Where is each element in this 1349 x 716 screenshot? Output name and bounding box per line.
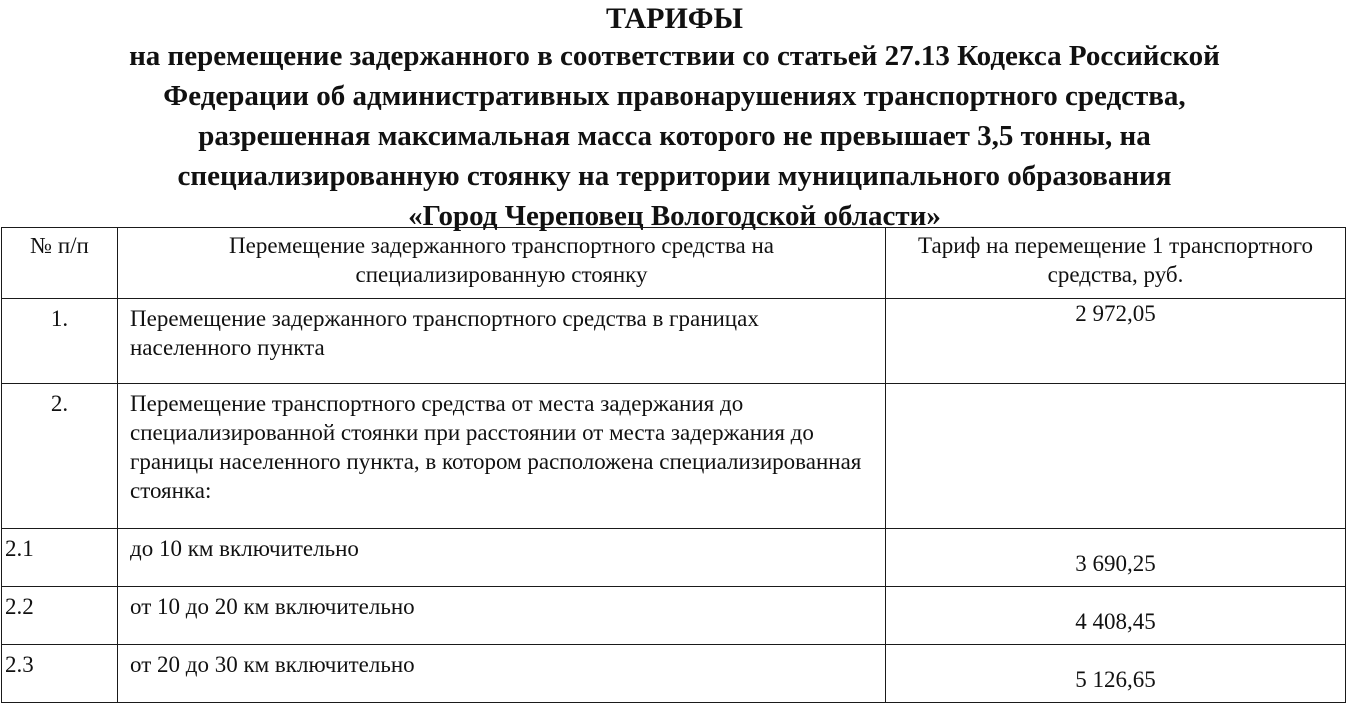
row-description: до 10 км включительно <box>118 529 886 587</box>
table-row <box>2 529 1346 587</box>
document-title: ТАРИФЫ <box>605 2 744 35</box>
subtitle-line: специализированную стоянку на территории муниципального образования <box>177 160 1172 192</box>
table-row <box>2 299 1346 384</box>
subtitle-line: разрешенная максимальная масса которого не превышает 3,5 тонны, на <box>198 120 1151 152</box>
row-number: 2.2 <box>2 587 118 645</box>
table-header-row <box>2 228 1346 299</box>
row-tariff: 3 690,25 <box>886 529 1346 587</box>
tariff-table <box>1 227 1346 703</box>
row-tariff: 4 408,45 <box>886 587 1346 645</box>
document-heading <box>0 0 1349 236</box>
row-tariff: 2 972,05 <box>886 299 1346 384</box>
subtitle-line: «Город Череповец Вологодской области» <box>408 200 941 232</box>
table-row <box>2 384 1346 529</box>
subtitle-line: на перемещение задержанного в соответствии со статьей 27.13 Кодекса Российской <box>129 40 1220 72</box>
table-row <box>2 587 1346 645</box>
row-description: от 20 до 30 км включительно <box>118 645 886 703</box>
row-tariff: 5 126,65 <box>886 645 1346 703</box>
row-description: от 10 до 20 км включительно <box>118 587 886 645</box>
row-description: Перемещение транспортного средства от места задержания до специализированной стоянки при расстоянии от места задержания до границы населенного пункта, в котором расположена специализированная стоянка: <box>118 384 886 529</box>
table-row <box>2 645 1346 703</box>
subtitle-line: Федерации об административных правонарушениях транспортного средства, <box>163 80 1186 112</box>
row-description: Перемещение задержанного транспортного средства в границах населенного пункта <box>118 299 886 384</box>
row-number: 2.3 <box>2 645 118 703</box>
header-num: № п/п <box>2 228 118 299</box>
header-tariff: Тариф на перемещение 1 транспортного средства, руб. <box>886 228 1346 299</box>
row-number: 1. <box>2 299 118 384</box>
header-description: Перемещение задержанного транспортного средства на специализированную стоянку <box>118 228 886 299</box>
row-tariff <box>886 384 1346 529</box>
row-number: 2.1 <box>2 529 118 587</box>
row-number: 2. <box>2 384 118 529</box>
